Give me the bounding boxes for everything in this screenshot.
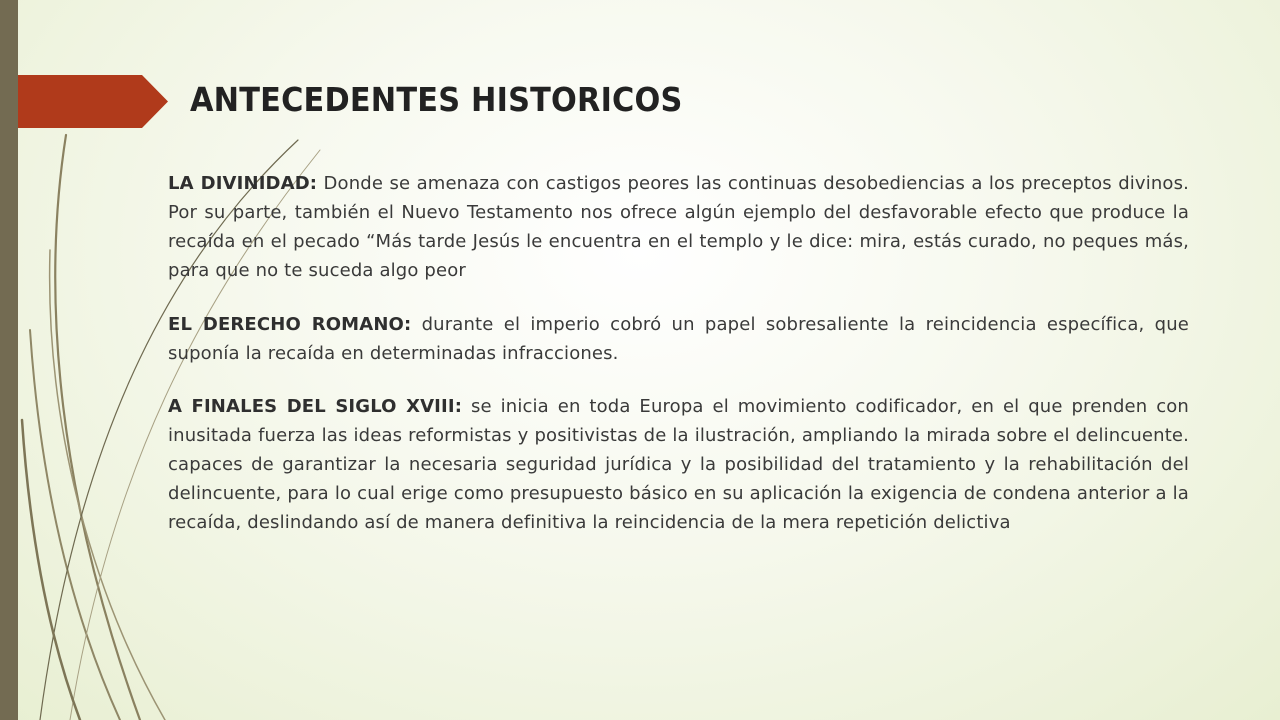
- title-arrow-shape: [18, 75, 168, 128]
- paragraph-body: Donde se amenaza con castigos peores las continuas desobediencias a los preceptos divinos. Por su parte, también el Nuevo Testamento nos ofrece algún ejemplo del desfavorable efecto que produce la recaída en el pecado “Más tarde Jesús le encuentra en el templo y le dice: mira, estás curado, no peques más, para que no te suceda algo peor: [168, 173, 1189, 281]
- paragraph-derecho-romano: [168, 310, 1189, 368]
- paragraph-body: durante el imperio cobró un papel sobresaliente la reincidencia específica, que suponía la recaída en determinadas infracciones.: [168, 314, 1190, 364]
- paragraph-body: se inicia en toda Europa el movimiento codificador, en el que prenden con inusitada fuerza las ideas reformistas y positivistas de la ilustración, ampliando la mirada sobre el delincuente. capaces de garantizar la necesaria seguridad jurídica y la posibilidad del tratamiento y la rehabilitación del delincuente, para lo cual erige como presupuesto básico en su aplicación la exigencia de condena anterior a la recaída, deslindando así de manera definitiva la reincidencia de la mera repetición delictiva: [168, 396, 1189, 533]
- slide-content: [168, 169, 1189, 537]
- paragraph-heading: LA DIVINIDAD:: [168, 173, 318, 194]
- paragraph-siglo-xviii: [168, 392, 1189, 537]
- paragraph-heading: A FINALES DEL SIGLO XVIII:: [168, 396, 463, 417]
- paragraph-divinidad: [168, 169, 1189, 285]
- slide-title: ANTECEDENTES HISTORICOS: [190, 80, 683, 119]
- paragraph-heading: EL DERECHO ROMANO:: [168, 314, 412, 335]
